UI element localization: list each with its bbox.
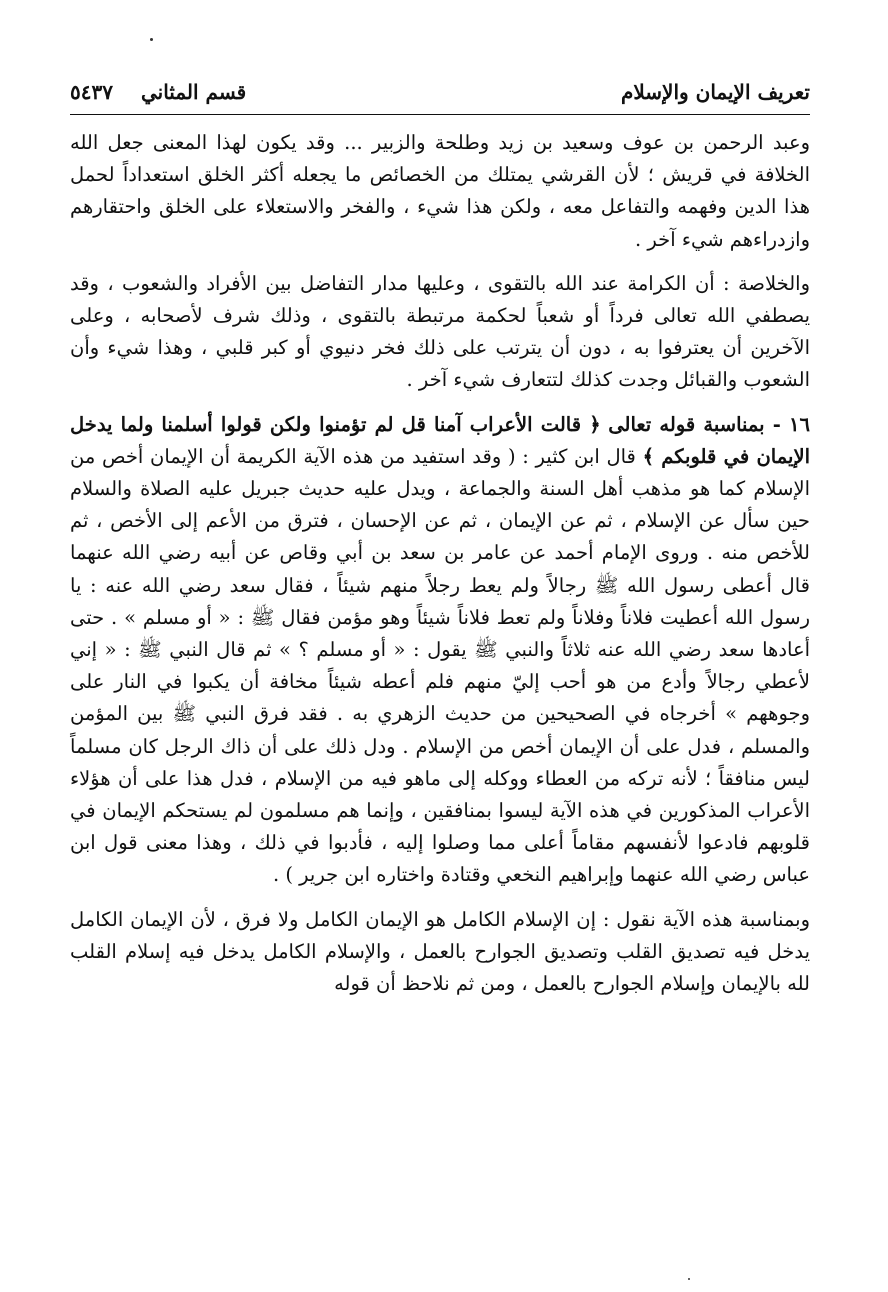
header-section-and-page (70, 80, 246, 104)
running-header (70, 78, 810, 115)
paragraph-3-lead: ١٦ - بمناسبة قوله تعالى (608, 412, 810, 436)
paragraph-3 (70, 409, 810, 892)
paragraph-3-body: قال ابن كثير : ( وقد استفيد من هذه الآية الكريمة أن الإيمان أخص من الإسلام كما هو مذهب أهل السنة والجماعة ، ويدل عليه حديث جبريل عليه الصلاة والسلام حين سأل عن الإسلام ، ثم عن الإيمان ، ثم عن الإحسان ، فترق من الأعم إلى الأخص ، ثم للأخص منه . وروى الإمام أحمد عن عامر بن سعد بن أبي وقاص عن أبيه رضي الله عنهما قال أعطى رسول الله ﷺ رجالاً ولم يعط رجلاً منهم شيئاً ، فقال سعد رضي الله عنه : يا رسول الله أعطيت فلاناً وفلاناً ولم تعط فلاناً شيئاً وهو مؤمن فقال ﷺ : « أو مسلم » . حتى أعادها سعد رضي الله عنه ثلاثاً والنبي ﷺ يقول : « أو مسلم ؟ » ثم قال النبي ﷺ : « إني لأعطي رجالاً وأدع من هو أحب إليّ منهم فلم أعطه شيئاً مخافة أن يكبوا في النار على وجوههم » أخرجاه في الصحيحين من حديث الزهري به . فقد فرق النبي ﷺ بين المؤمن والمسلم ، فدل على أن الإيمان أخص من الإسلام . ودل ذلك على أن ذاك الرجل كان مسلماً ليس منافقاً ؛ لأنه تركه من العطاء ووكله إلى ماهو فيه من الإسلام ، فدل هذا على أن هؤلاء الأعراب المذكورين في هذه الآية ليسوا بمنافقين ، وإنما هم مسلمون لم يستحكم الإيمان في قلوبهم فادعوا لأنفسهم مقاماً أعلى مما وصلوا إليه ، فأدبوا في ذلك ، وهذا معنى قول ابن عباس رضي الله عنهما وإبراهيم النخعي وقتادة واختاره ابن جرير ) . (70, 444, 810, 887)
paragraph-1: وعبد الرحمن بن عوف وسعيد بن زيد وطلحة والزبير ... وقد يكون لهذا المعنى جعل الله الخلافة في قريش ؛ لأن القرشي يمتلك من الخصائص ما يجعله أكثر الخلق استعداداً لحمل هذا الدين وفهمه والتفاعل معه ، ولكن هذا شيء ، والفخر والاستعلاء على الخلق واحتقارهم وازدراءهم شيء آخر . (70, 131, 810, 251)
quranic-verse: ﴿ قالت الأعراب آمنا قل لم تؤمنوا ولكن قولوا أسلمنا ولما يدخل الإيمان في قلوبكم ﴾ (70, 412, 810, 468)
body-text (70, 127, 810, 1000)
header-section: قسم المثاني (140, 80, 247, 104)
page-number: ٥٤٣٧ (70, 80, 113, 104)
paragraph-2: والخلاصة : أن الكرامة عند الله بالتقوى ، وعليها مدار التفاضل بين الأفراد والشعوب ، وقد يصطفي الله تعالى فرداً أو شعباً لحكمة مرتبطة بالتقوى ، وذلك شرف لأصحابه ، وعلى الآخرين أن يعترفوا به ، دون أن يترتب على ذلك فخر دنيوي أو كبر قلبي ، وهذا شيء وأن الشعوب والقبائل وجدت كذلك لتتعارف شيء آخر . (70, 271, 810, 392)
book-page (70, 78, 810, 1252)
stray-dot (688, 1278, 690, 1280)
stray-dot (150, 38, 153, 41)
header-title: تعريف الإيمان والإسلام (620, 80, 810, 104)
paragraph-4: وبمناسبة هذه الآية نقول : إن الإسلام الكامل هو الإيمان الكامل ولا فرق ، لأن الإيمان الكامل يدخل فيه تصديق القلب وتصديق الجوارح بالعمل ، والإسلام الكامل يدخل فيه إسلام القلب لله بالإيمان وإسلام الجوارح بالعمل ، ومن ثم نلاحظ أن قوله (70, 907, 810, 996)
